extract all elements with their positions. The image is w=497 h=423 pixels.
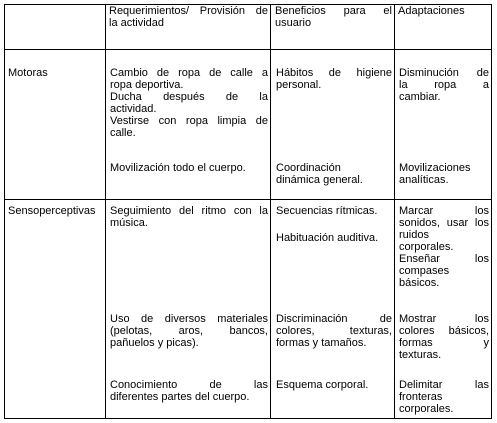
header-requerimientos: Requerimientos/ Provisión de la actividad [109, 5, 268, 29]
motoras-beneficios: Hábitos de higiene personal. [276, 67, 392, 91]
column-divider [270, 4, 271, 419]
row-divider [4, 49, 492, 50]
motoras-requerimientos: Cambio de ropa de calle a ropa deportiva. Ducha después de la actividad. Vestirse con ropa limpia de calle. [110, 67, 268, 139]
senso-secuencias: Secuencias rítmicas. [276, 205, 378, 217]
row-label-sensoperceptivas: Sensoperceptivas [8, 205, 96, 217]
motoras-movilizaciones: Movilizaciones analíticas. [399, 162, 471, 186]
senso-materiales: Uso de diversos materiales (pelotas, aros, bancos, pañuelos y picas). [110, 313, 268, 349]
senso-cuerpo: Conocimiento de las diferentes partes del cuerpo. [110, 379, 268, 403]
senso-discriminacion: Discriminación de colores, texturas, formas y tamaños. [276, 313, 392, 349]
senso-marcar: Marcar los sonidos, usar los ruidos corporales. Enseñar los compases básicos. [399, 205, 489, 289]
senso-ritmo: Seguimiento del ritmo con la música. [110, 205, 268, 229]
row-label-motoras: Motoras [8, 67, 48, 79]
motoras-adaptaciones: Disminución de la ropa a cambiar. [399, 67, 489, 103]
column-divider [394, 4, 395, 419]
header-adaptaciones: Adaptaciones [398, 5, 465, 17]
row-divider [4, 199, 492, 200]
header-beneficios: Beneficios para el usuario [275, 5, 392, 29]
senso-mostrar: Mostrar los colores básicos, formas y texturas. [399, 313, 489, 361]
senso-esquema: Esquema corporal. [276, 379, 369, 391]
column-divider [105, 4, 106, 419]
senso-habituacion: Habituación auditiva. [276, 232, 379, 244]
motoras-coordinacion: Coordinación dinámica general. [276, 162, 363, 186]
motoras-movilizacion: Movilización todo el cuerpo. [110, 162, 246, 174]
senso-delimitar: Delimitar las fronteras corporales. [399, 379, 489, 415]
